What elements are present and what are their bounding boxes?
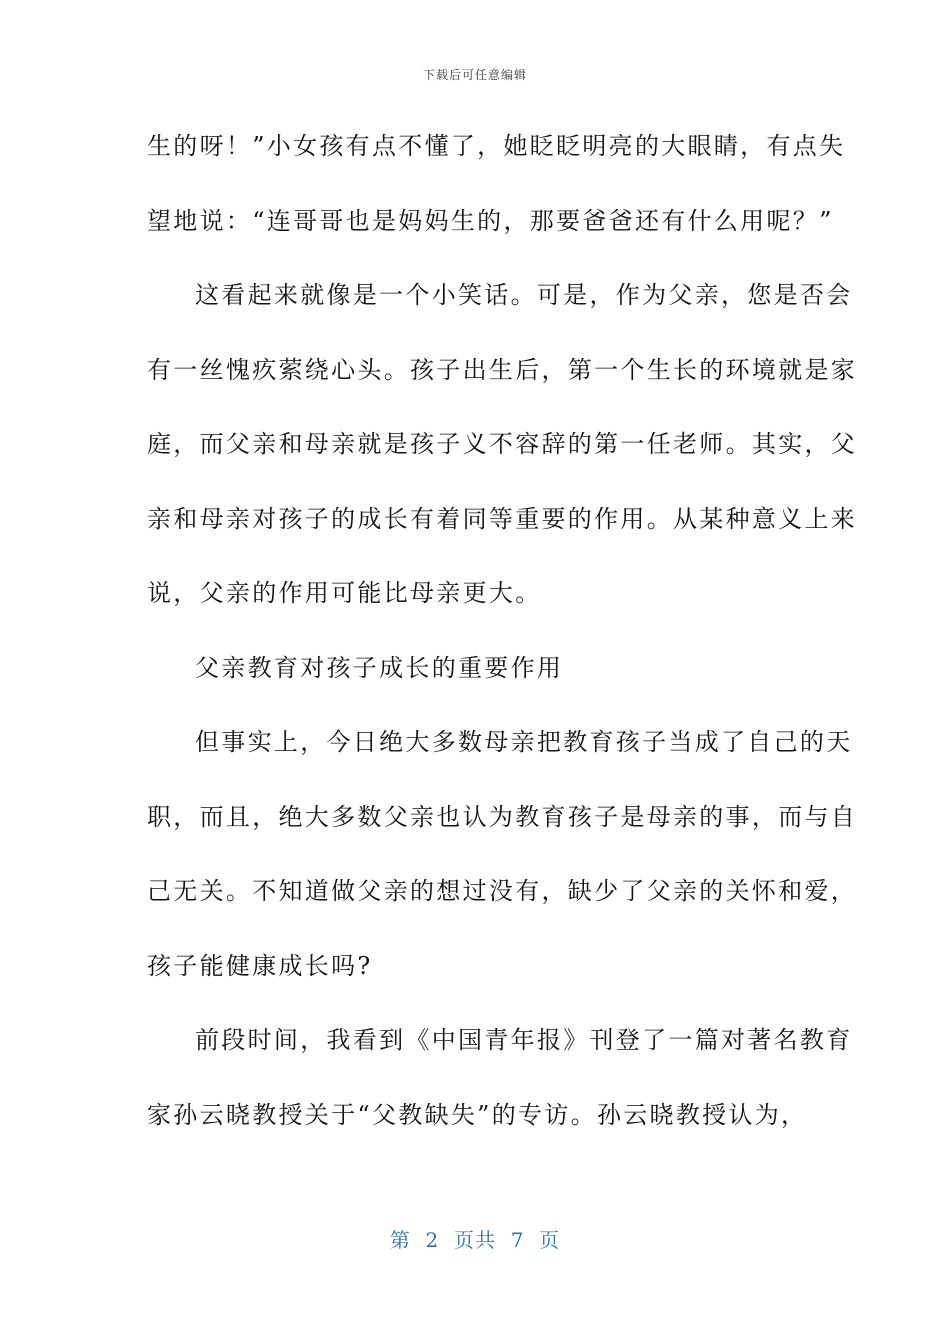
text-line: 家孙云晓教授关于“父教缺失”的专访。孙云晓教授认为， [147,1100,808,1129]
text-line: 孩子能健康成长吗? [147,951,373,980]
text-line: 职，而且，绝大多数父亲也认为教育孩子是母亲的事，而与自 [147,802,858,831]
text-line: 说，父亲的作用可能比母亲更大。 [147,579,542,607]
text-line: 有一丝愧疚萦绕心头。孩子出生后，第一个生长的环境就是家 [147,355,858,384]
text-line: 这看起来就像是一个小笑话。可是，作为父亲，您是否会 [195,281,853,309]
text-line: 前段时间，我看到《中国青年报》刊登了一篇对著名教育 [195,1026,853,1054]
text-line: 己无关。不知道做父亲的想过没有，缺少了父亲的关怀和爱， [147,877,858,905]
text-line: 望地说：“连哥哥也是妈妈生的，那要爸爸还有什么用呢？” [147,206,834,235]
document-body [147,120,858,1163]
page-header-note: 下载后可任意编辑 [422,68,527,82]
page-number-footer: 第 2 页共 7 页 [389,1228,561,1252]
text-line: 亲和母亲对孩子的成长有着同等重要的作用。从某种意义上来 [147,504,858,533]
section-heading: 父亲教育对孩子成长的重要作用 [195,653,564,682]
text-line: 庭，而父亲和母亲就是孩子义不容辞的第一任老师。其实，父 [147,430,858,458]
text-line: 但事实上，今日绝大多数母亲把教育孩子当成了自己的天 [195,728,853,756]
text-line: 生的呀！”小女孩有点不懂了，她眨眨明亮的大眼睛，有点失 [147,132,846,160]
